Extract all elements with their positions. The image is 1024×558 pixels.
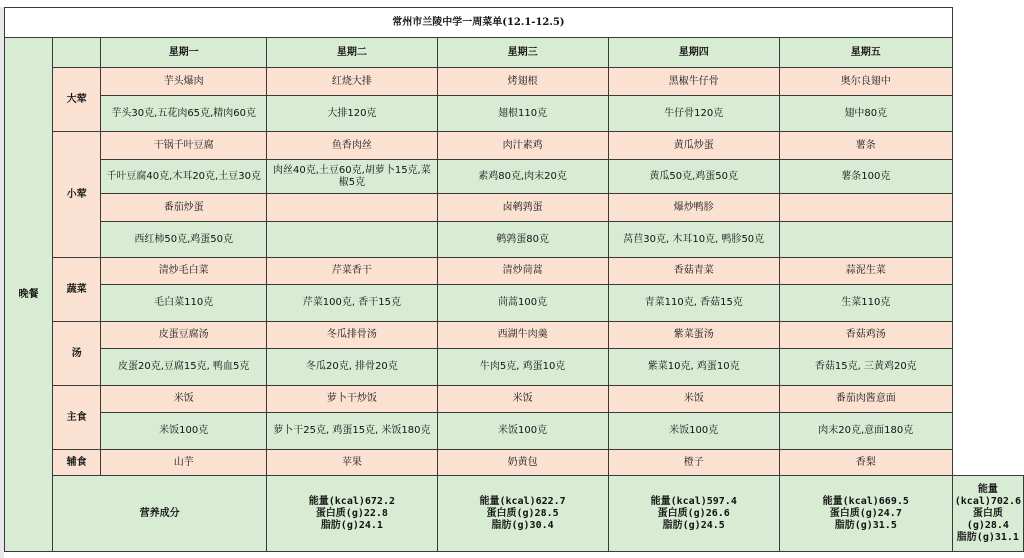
dish-name: 香梨: [779, 450, 952, 476]
nutrition-cell-thu: [779, 476, 952, 552]
nutrition-fat: 脂肪(g)24.5: [662, 519, 725, 531]
dish-ingredients: 素鸡80克,肉末20克: [437, 160, 608, 194]
dish-name: [267, 194, 437, 222]
dish-name: 奶黄包: [437, 450, 608, 476]
dish-ingredients: 芹菜100克, 香干15克: [267, 285, 437, 322]
category-label-zhushi: 主食: [53, 386, 101, 450]
dish-name: 黑椒牛仔骨: [608, 68, 779, 96]
dish-name: 萝卜干炒饭: [267, 386, 437, 413]
dish-ingredients: 西红柿50克,鸡蛋50克: [101, 222, 267, 258]
nutrition-cell-wed: [608, 476, 779, 552]
dish-ingredients: [267, 222, 437, 258]
dish-ingredients: 翅根110克: [437, 96, 608, 132]
dish-ingredients: 黄瓜50克,鸡蛋50克: [608, 160, 779, 194]
dish-ingredients: 牛仔骨120克: [608, 96, 779, 132]
nutrition-cell-tue: [437, 476, 608, 552]
dish-ingredients: 芋头30克,五花肉65克,精肉60克: [101, 96, 267, 132]
dish-name: 红烧大排: [267, 68, 437, 96]
day-header-mon: 星期一: [101, 38, 267, 68]
dish-ingredients: 米饭100克: [608, 413, 779, 450]
nutrition-label: 营养成分: [53, 476, 267, 552]
nutrition-protein: 蛋白质(g)22.8: [315, 507, 388, 519]
dish-ingredients: 大排120克: [267, 96, 437, 132]
header-corner: [53, 38, 101, 68]
dish-name: 米饭: [437, 386, 608, 413]
dish-ingredients: 冬瓜20克, 排骨20克: [267, 349, 437, 386]
day-header-thu: 星期四: [608, 38, 779, 68]
nutrition-cell-mon: [267, 476, 437, 552]
nutrition-protein: 蛋白质(g)24.7: [829, 507, 902, 519]
dish-ingredients: 薯条100克: [779, 160, 952, 194]
nutrition-fat: 脂肪(g)30.4: [491, 519, 554, 531]
dish-ingredients: 莴苣30克, 木耳10克, 鸭胗50克: [608, 222, 779, 258]
category-label-shucai: 蔬菜: [53, 258, 101, 322]
dish-name: 番茄炒蛋: [101, 194, 267, 222]
nutrition-energy: 能量(kcal)672.2: [308, 495, 395, 507]
category-label-dazhu: 大荤: [53, 68, 101, 132]
nutrition-fat: 脂肪(g)31.5: [834, 519, 897, 531]
nutrition-energy: 能量(kcal)597.4: [650, 495, 737, 507]
day-header-wed: 星期三: [437, 38, 608, 68]
dish-name: 芋头爆肉: [101, 68, 267, 96]
dish-ingredients: 紫菜10克, 鸡蛋10克: [608, 349, 779, 386]
dish-ingredients: 肉丝40克,土豆60克,胡萝卜15克,菜椒5克: [267, 160, 437, 194]
dish-name: 薯条: [779, 132, 952, 160]
dish-name: 鱼香肉丝: [267, 132, 437, 160]
dish-name: 清炒茼蒿: [437, 258, 608, 285]
day-header-tue: 星期二: [267, 38, 437, 68]
nutrition-fat: 脂肪(g)31.1: [956, 531, 1019, 543]
dish-name: 芹菜香干: [267, 258, 437, 285]
dish-ingredients: 香菇15克, 三黄鸡20克: [779, 349, 952, 386]
dish-name: 米饭: [101, 386, 267, 413]
dish-ingredients: 米饭100克: [437, 413, 608, 450]
dish-ingredients: 生菜110克: [779, 285, 952, 322]
category-label-tang: 汤: [53, 322, 101, 386]
dish-name: 橙子: [608, 450, 779, 476]
weekly-menu-table: [4, 7, 1024, 552]
dish-name: 香菇青菜: [608, 258, 779, 285]
dish-name: 山芋: [101, 450, 267, 476]
nutrition-energy: 能量(kcal)669.5: [822, 495, 909, 507]
dish-name: 香菇鸡汤: [779, 322, 952, 349]
category-label-fushi: 辅食: [53, 450, 101, 476]
dish-name: 番茄肉酱意面: [779, 386, 952, 413]
category-label-xiaohun: 小荤: [53, 132, 101, 258]
dish-ingredients: 茼蒿100克: [437, 285, 608, 322]
dish-ingredients: 米饭100克: [101, 413, 267, 450]
dish-name: 烤翅根: [437, 68, 608, 96]
dish-ingredients: 皮蛋20克,豆腐15克, 鸭血5克: [101, 349, 267, 386]
dish-name: 冬瓜排骨汤: [267, 322, 437, 349]
dish-name: 肉汁素鸡: [437, 132, 608, 160]
dish-name: 西湖牛肉羹: [437, 322, 608, 349]
day-header-fri: 星期五: [779, 38, 952, 68]
dish-name: 卤鹌鹑蛋: [437, 194, 608, 222]
dish-ingredients: [779, 222, 952, 258]
dish-name: 清炒毛白菜: [101, 258, 267, 285]
dish-ingredients: 萝卜干25克, 鸡蛋15克, 米饭180克: [267, 413, 437, 450]
dish-ingredients: 牛肉5克, 鸡蛋10克: [437, 349, 608, 386]
nutrition-protein: 蛋白质(g)28.5: [486, 507, 559, 519]
meal-label: 晚餐: [5, 38, 53, 552]
dish-name: 米饭: [608, 386, 779, 413]
menu-title: 常州市兰陵中学一周菜单(12.1-12.5): [5, 8, 953, 38]
dish-ingredients: 鹌鹑蛋80克: [437, 222, 608, 258]
nutrition-protein: 蛋白质(g)28.4: [966, 507, 1009, 531]
dish-name: 干锅千叶豆腐: [101, 132, 267, 160]
dish-ingredients: 千叶豆腐40克,木耳20克,土豆30克: [101, 160, 267, 194]
dish-ingredients: 翅中80克: [779, 96, 952, 132]
nutrition-cell-fri: [952, 476, 1023, 552]
dish-ingredients: 青菜110克, 香菇15克: [608, 285, 779, 322]
dish-name: 黄瓜炒蛋: [608, 132, 779, 160]
nutrition-protein: 蛋白质(g)26.6: [657, 507, 730, 519]
nutrition-fat: 脂肪(g)24.1: [320, 519, 383, 531]
dish-name: 爆炒鸭胗: [608, 194, 779, 222]
dish-name: 奥尔良翅中: [779, 68, 952, 96]
dish-name: 紫菜蛋汤: [608, 322, 779, 349]
dish-name: [779, 194, 952, 222]
dish-name: 苹果: [267, 450, 437, 476]
dish-ingredients: 毛白菜110克: [101, 285, 267, 322]
nutrition-energy: 能量(kcal)702.6: [954, 483, 1021, 507]
dish-ingredients: 肉末20克,意面180克: [779, 413, 952, 450]
dish-name: 皮蛋豆腐汤: [101, 322, 267, 349]
dish-name: 蒜泥生菜: [779, 258, 952, 285]
nutrition-energy: 能量(kcal)622.7: [479, 495, 566, 507]
